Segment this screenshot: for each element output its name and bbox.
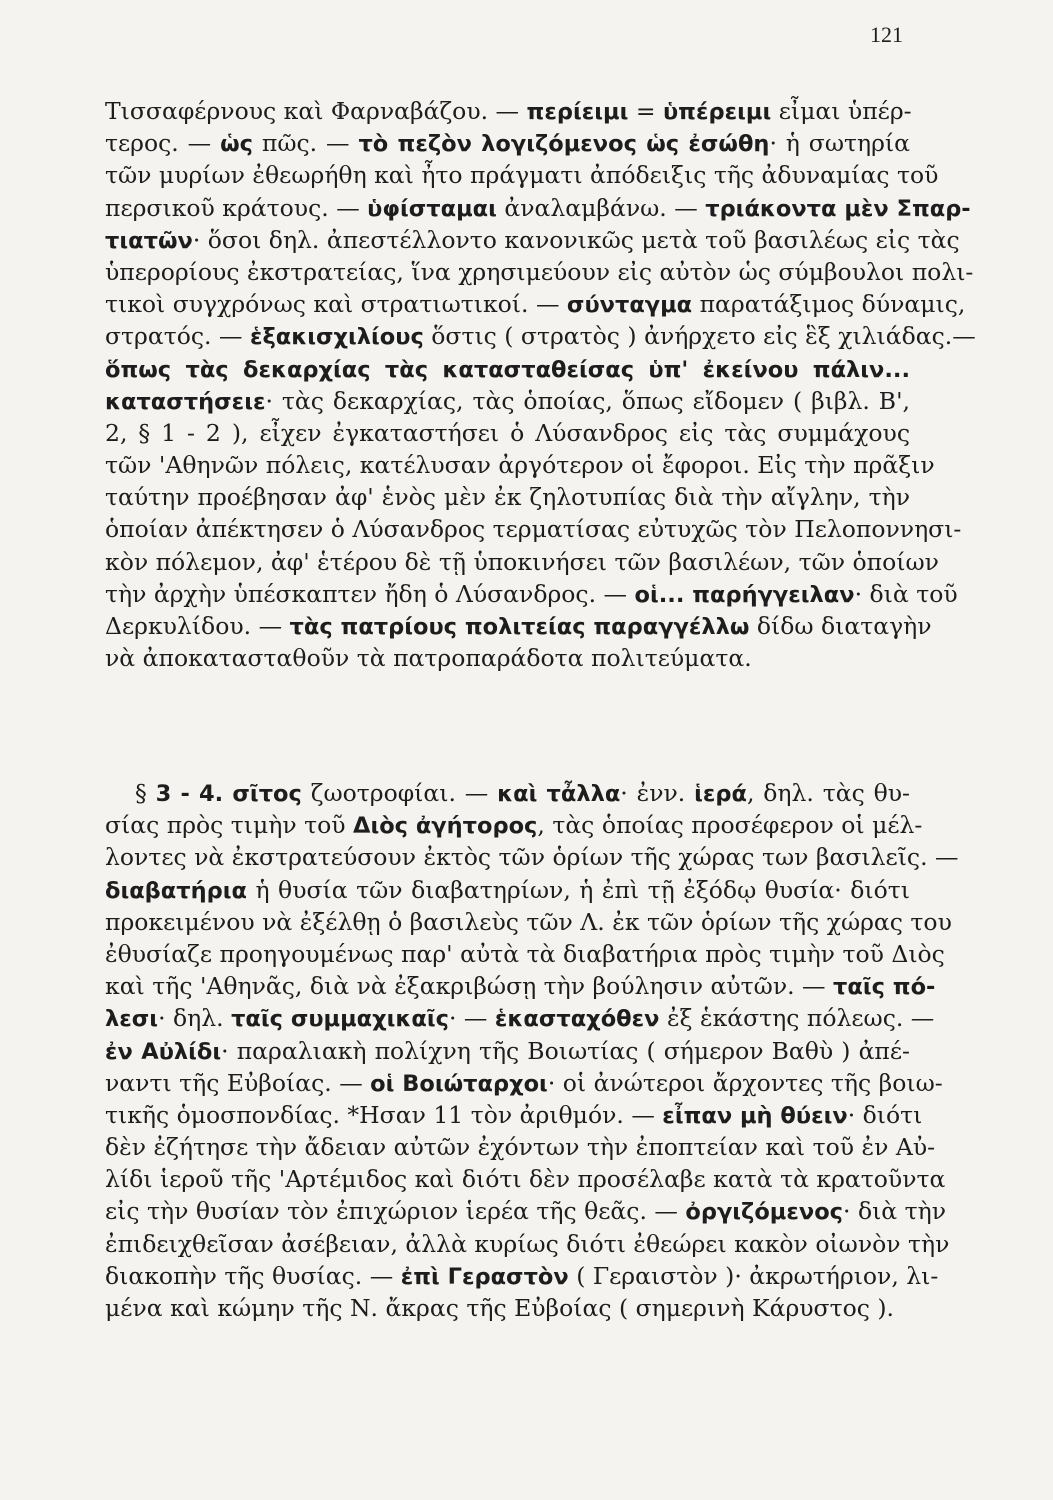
text-line <box>105 159 939 191</box>
lemma-term: οἱ... παρήγγειλαν <box>634 581 855 608</box>
text-run: τῶν μυρίων ἐθεωρήθη καὶ ἦτο πράγματι ἀπόδειξις τῆς ἀδυναμίας τοῦ <box>105 161 939 190</box>
text-run: εἶμαι ὑπέρ- <box>771 97 912 125</box>
text-line <box>105 320 976 352</box>
lemma-term: τὰς πατρίους πολιτείας παραγγέλλω <box>289 614 750 640</box>
lemma-term: ὅπως τὰς δεκαρχίας τὰς κατασταθείσας ὑπ' ἐκείνου πάλιν... <box>105 356 910 383</box>
lemma-term: τριάκοντα μὲν Σπαρ- <box>705 195 971 222</box>
lemma-term: ἑκασταχόθεν <box>494 1006 660 1033</box>
text-run: κὸν πόλεμον, ἀφ' ἑτέρου δὲ τῇ ὑποκινήσει τῶν βασιλέων, τῶν ὁποίων <box>105 547 939 576</box>
text-run: · — <box>448 1004 495 1033</box>
text-line <box>105 95 910 127</box>
text-line <box>105 970 936 1002</box>
text-line <box>105 481 910 513</box>
text-line <box>105 513 962 545</box>
text-run: § <box>135 779 156 807</box>
text-run: λοντες νὰ ἐκστρατεύσουν ἐκτὸς τῶν ὁρίων τῆς χώρας των βασιλεῖς. — <box>105 843 959 872</box>
text-run: δὲν ἐζήτησε τὴν ἄδειαν αὐτῶν ἐχόντων τὴν ἐποπτείαν καὶ τοῦ ἐν Αὐ- <box>105 1133 936 1162</box>
lemma-term: ἑξακισχιλίους <box>249 324 424 351</box>
text-run: τικῆς ὁμοσπονδίας. *Ησαν 11 τὸν ἀριθμόν. — <box>105 1100 663 1129</box>
text-run: · διότι <box>847 1100 923 1129</box>
text-line <box>105 256 974 288</box>
text-run: εἰς τὴν θυσίαν τὸν ἐπιχώριον ἱερέα τῆς θεᾶς. — <box>105 1197 686 1226</box>
text-run: ἀναλαμβάνω. — <box>496 193 706 222</box>
text-line <box>105 578 958 610</box>
lemma-term: ταῖς συμμαχικαῖς <box>231 1006 449 1033</box>
lemma-term: ὑπέρειμι <box>662 99 772 125</box>
text-line <box>105 1228 950 1260</box>
text-line <box>105 1260 939 1292</box>
text-line <box>105 1035 910 1067</box>
text-run: · οἱ ἀνώτεροι ἄρχοντες τῆς βοιω- <box>547 1068 943 1097</box>
text-run: πῶς. — <box>252 129 359 158</box>
lemma-term: ταῖς πό- <box>833 974 936 1001</box>
text-line <box>105 1292 910 1324</box>
lemma-term: καὶ τἆλλα <box>497 781 621 807</box>
text-line <box>105 809 923 841</box>
text-run: δίδω διαταγὴν <box>749 612 932 640</box>
lemma-term: οἱ Βοιώταρχοι <box>370 1070 548 1097</box>
text-run: ὑπερορίους ἐκστρατείας, ἵνα χρησιμεύουν εἰς αὐτὸν ὡς σύμβουλοι πολι- <box>105 257 974 286</box>
text-run: · διὰ τὴν <box>843 1197 947 1226</box>
text-run: σίας πρὸς τιμὴν τοῦ <box>105 811 354 840</box>
lemma-term: ὑφίσταμαι <box>367 195 497 222</box>
text-run: Δερκυλίδου. — <box>105 612 290 640</box>
text-line <box>105 777 910 809</box>
text-run: ( Γεραιστὸν )· ἀκρωτήριον, λι- <box>568 1261 939 1290</box>
text-run: · ἡ σωτηρία <box>769 129 910 158</box>
text-run: · τὰς δεκαρχίας, τὰς ὁποίας, ὅπως εἴδομεν ( βιβλ. Β', <box>265 386 910 415</box>
text-line <box>105 938 945 970</box>
text-run: · ἐνν. <box>620 779 695 807</box>
paragraph-commentary-2 <box>105 777 959 1324</box>
text-line <box>105 1002 935 1034</box>
text-run: λίδι ἱεροῦ τῆς 'Αρτέμιδος καὶ διότι δὲν προσέλαβε κατὰ τὰ κρατοῦντα <box>105 1165 946 1194</box>
text-line <box>105 841 959 873</box>
text-line <box>105 1163 946 1195</box>
lemma-term: ἐπὶ Γεραστὸν <box>400 1263 569 1290</box>
text-line <box>105 1195 947 1227</box>
text-run: , δηλ. τὰς θυ- <box>746 779 910 807</box>
page-number: 121 <box>870 22 903 47</box>
text-run: · παραλιακὴ πολίχνη τῆς Βοιωτίας ( σήμερον Βαθὺ ) ἀπέ- <box>221 1036 910 1065</box>
text-run: τῶν 'Αθηνῶν πόλεις, κατέλυσαν ἀργότερον οἱ ἔφοροι. Εἰς τὴν πρᾶξιν <box>105 451 935 480</box>
text-run: ἐξ ἑκάστης πόλεως. — <box>659 1004 935 1033</box>
text-line <box>105 874 910 906</box>
lemma-term: καταστήσειε <box>105 388 266 415</box>
lemma-term: σύνταγμα <box>566 292 693 319</box>
text-run: προκειμένου νὰ ἐξέλθῃ ὁ βασιλεὺς τῶν Λ. ἐκ τῶν ὁρίων τῆς χώρας του <box>105 907 952 936</box>
text-run: διακοπὴν τῆς θυσίας. — <box>105 1261 401 1290</box>
lemma-term: διαβατήρια <box>105 877 247 904</box>
text-line <box>105 288 966 320</box>
text-run: νὰ ἀποκατασταθοῦν τὰ πατροπαράδοτα πολιτεύματα. <box>105 644 752 673</box>
text-line <box>105 127 910 159</box>
paragraph-commentary-1 <box>105 95 976 674</box>
text-run: 2, § 1 - 2 ), εἶχεν ἐγκαταστήσει ὁ Λύσανδρος εἰς τὰς συμμάχους <box>105 418 910 447</box>
lemma-term: ὡς <box>220 131 253 158</box>
text-line <box>105 417 910 449</box>
text-run: · διὰ τοῦ <box>854 579 958 608</box>
lemma-term: Διὸς ἀγήτορος <box>353 813 538 840</box>
text-run: τερος. — <box>105 129 221 158</box>
text-run: μένα καὶ κώμην τῆς Ν. ἄκρας τῆς Εὐβοίας ( σημερινὴ Κάρυστος ). <box>105 1294 895 1322</box>
lemma-term: ἐν Αὐλίδι <box>105 1038 222 1065</box>
text-run: ὁποίαν ἀπέκτησεν ὁ Λύσανδρος τερματίσας εὐτυχῶς τὸν Πελοποννησι- <box>105 515 962 544</box>
text-run: ναντι τῆς Εὐβοίας. — <box>105 1068 371 1097</box>
text-run: ζωοτροφίαι. — <box>301 779 498 807</box>
lemma-term: ἱερά <box>694 781 747 807</box>
text-run: παρατάξιμος δύναμις, <box>692 290 966 319</box>
text-line <box>105 385 910 417</box>
text-run: ταύτην προέβησαν ἀφ' ἑνὸς μὲν ἐκ ζηλοτυπίας διὰ τὴν αἴγλην, τὴν <box>105 483 910 512</box>
text-run: · ὅσοι δηλ. ἀπεστέλλοντο κανονικῶς μετὰ τοῦ βασιλέως εἰς τὰς <box>192 225 960 254</box>
text-line <box>105 1067 943 1099</box>
lemma-term: εἶπαν μὴ θύειν <box>662 1102 848 1129</box>
text-line <box>105 546 939 578</box>
text-run: , τὰς ὁποίας προσέφερον οἱ μέλ- <box>537 811 923 840</box>
text-line <box>105 449 935 481</box>
text-run: · δηλ. <box>158 1004 232 1033</box>
lemma-term: τὸ πεζὸν λογιζόμενος ὡς ἐσώθη <box>358 131 770 158</box>
text-run: περσικοῦ κράτους. — <box>105 193 368 222</box>
lemma-term: ὀργιζόμενος <box>685 1199 843 1226</box>
lemma-term: περίειμι <box>526 99 629 125</box>
text-run: ἐπιδειχθεῖσαν ἀσέβειαν, ἀλλὰ κυρίως διότι ἐθεώρει κακὸν οἰωνὸν τὴν <box>105 1229 950 1258</box>
text-run: καὶ τῆς 'Αθηνᾶς, διὰ νὰ ἐξακριβώσῃ τὴν βούλησιν αὐτῶν. — <box>105 972 834 1001</box>
text-line <box>105 1099 923 1131</box>
text-line <box>105 224 960 256</box>
text-run: Τισσαφέρνους καὶ Φαρναβάζου. — <box>105 97 527 125</box>
text-run: ὅστις ( στρατὸς ) ἀνήρχετο εἰς ἓξ χιλιάδας.— <box>423 322 976 351</box>
text-line <box>105 192 971 224</box>
text-run: ἡ θυσία τῶν διαβατηρίων, ἡ ἐπὶ τῇ ἐξόδῳ θυσία· διότι <box>246 875 910 904</box>
text-run: τὴν ἀρχὴν ὑπέσκαπτεν ἤδη ὁ Λύσανδρος. — <box>105 579 635 608</box>
text-run: τικοὶ συγχρόνως καὶ στρατιωτικοί. — <box>105 290 567 319</box>
text-line <box>105 1131 936 1163</box>
lemma-term: 3 - 4. σῖτος <box>155 781 302 807</box>
text-run: ἐθυσίαζε προηγουμένως παρ' αὐτὰ τὰ διαβατήρια πρὸς τιμὴν τοῦ Διὸς <box>105 939 945 968</box>
text-run: στρατός. — <box>105 322 250 351</box>
text-line <box>105 906 952 938</box>
text-line <box>105 642 910 674</box>
text-line <box>105 353 910 385</box>
text-line <box>105 610 932 642</box>
text-run: = <box>628 97 663 125</box>
lemma-term: λεσι <box>105 1006 159 1033</box>
lemma-term: τιατῶν <box>105 227 193 254</box>
